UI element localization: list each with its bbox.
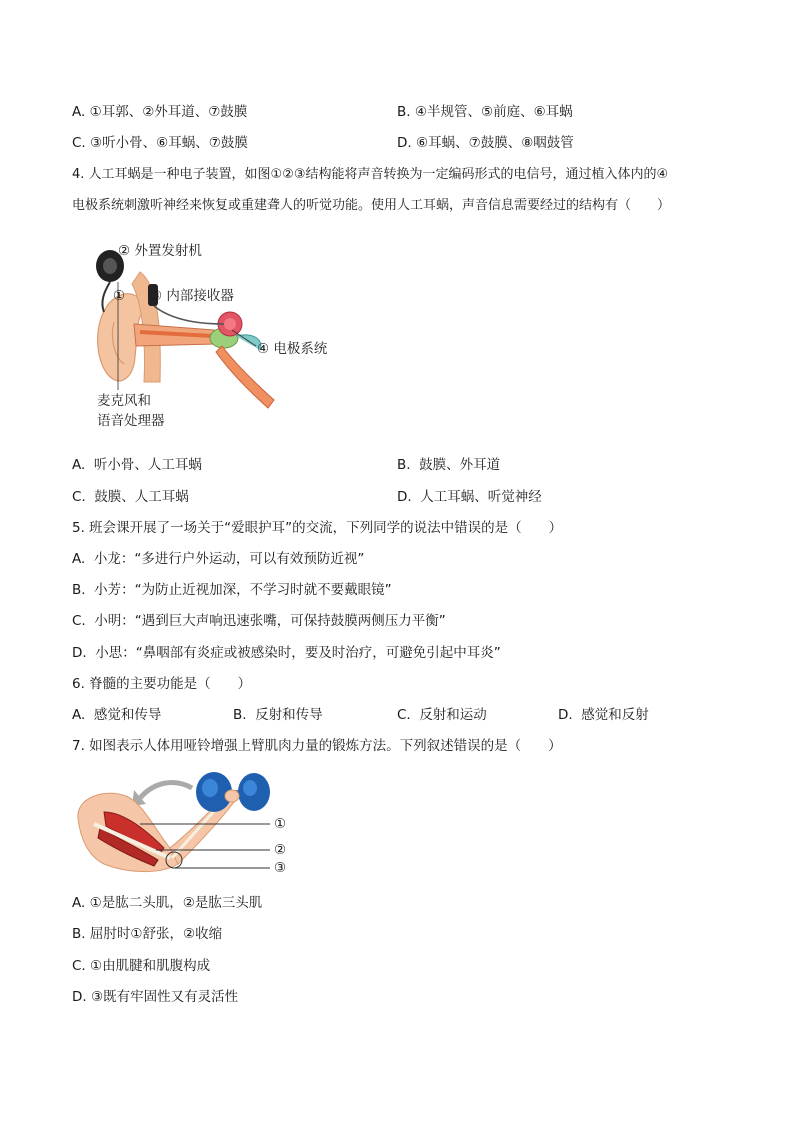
q5-stem: 5. 班会课开展了一场关于“爱眼护耳”的交流，下列同学的说法中错误的是（ ） [72, 520, 563, 536]
q7-option-a: A. ①是肱二头肌，②是肱三头肌 [72, 895, 263, 911]
q4-option-b: B. 鼓膜、外耳道 [397, 457, 501, 473]
label-electrode-system: ④ 电极系统 [257, 341, 328, 357]
q5-option-c: C. 小明：“遇到巨大声响迅速张嘴，可保持鼓膜两侧压力平衡” [72, 613, 446, 629]
q7-option-c: C. ①由肌腱和肌腹构成 [72, 958, 211, 974]
arm-dumbbell-figure [74, 768, 274, 880]
q6-option-b: B. 反射和传导 [233, 707, 323, 723]
q3-option-a: A. ①耳郭、②外耳道、⑦鼓膜 [72, 104, 248, 120]
q3-option-c: C. ③听小骨、⑥耳蜗、⑦鼓膜 [72, 135, 248, 151]
label-microphone-line1: 麦克风和 [97, 393, 151, 409]
q3-option-b: B. ④半规管、⑤前庭、⑥耳蜗 [397, 104, 573, 120]
label-external-transmitter: ② 外置发射机 [118, 243, 202, 259]
label-muscle-2: ② [274, 842, 287, 858]
q6-stem: 6. 脊髓的主要功能是（ ） [72, 676, 252, 692]
q4-option-d: D. 人工耳蜗、听觉神经 [397, 489, 542, 505]
label-muscle-1: ① [274, 816, 287, 832]
cochlear-implant-figure [84, 232, 354, 442]
q7-option-b: B. 屈肘时①舒张，②收缩 [72, 926, 223, 942]
q5-option-b: B. 小芳：“为防止近视加深，不学习时就不要戴眼镜” [72, 582, 392, 598]
q4-stem-line2: 电极系统刺激听神经来恢复或重建聋人的听觉功能。使用人工耳蜗，声音信息需要经过的结构有（ ） [72, 198, 671, 213]
q7-option-d: D. ③既有牢固性又有灵活性 [72, 989, 239, 1005]
q6-option-c: C. 反射和运动 [397, 707, 487, 723]
q5-option-d: D. 小思：“鼻咽部有炎症或被感染时，要及时治疗，可避免引起中耳炎” [72, 645, 501, 661]
q7-stem: 7. 如图表示人体用哑铃增强上臂肌肉力量的锻炼方法。下列叙述错误的是（ ） [72, 738, 562, 754]
label-microphone-line2: 语音处理器 [97, 413, 165, 429]
q6-option-a: A. 感觉和传导 [72, 707, 162, 723]
q3-option-d: D. ⑥耳蜗、⑦鼓膜、⑧咽鼓管 [397, 135, 574, 151]
q4-option-a: A. 听小骨、人工耳蜗 [72, 457, 202, 473]
label-joint-3: ③ [274, 860, 287, 876]
q6-option-d: D. 感觉和反射 [558, 707, 649, 723]
label-1: ① [113, 288, 126, 304]
q4-option-c: C. 鼓膜、人工耳蜗 [72, 489, 189, 505]
q5-option-a: A. 小龙：“多进行户外运动，可以有效预防近视” [72, 551, 365, 567]
q4-stem-line1: 4. 人工耳蜗是一种电子装置，如图①②③结构能将声音转换为一定编码形式的电信号，通过植入体内的④ [72, 167, 669, 182]
label-internal-receiver: ③ 内部接收器 [150, 288, 234, 304]
